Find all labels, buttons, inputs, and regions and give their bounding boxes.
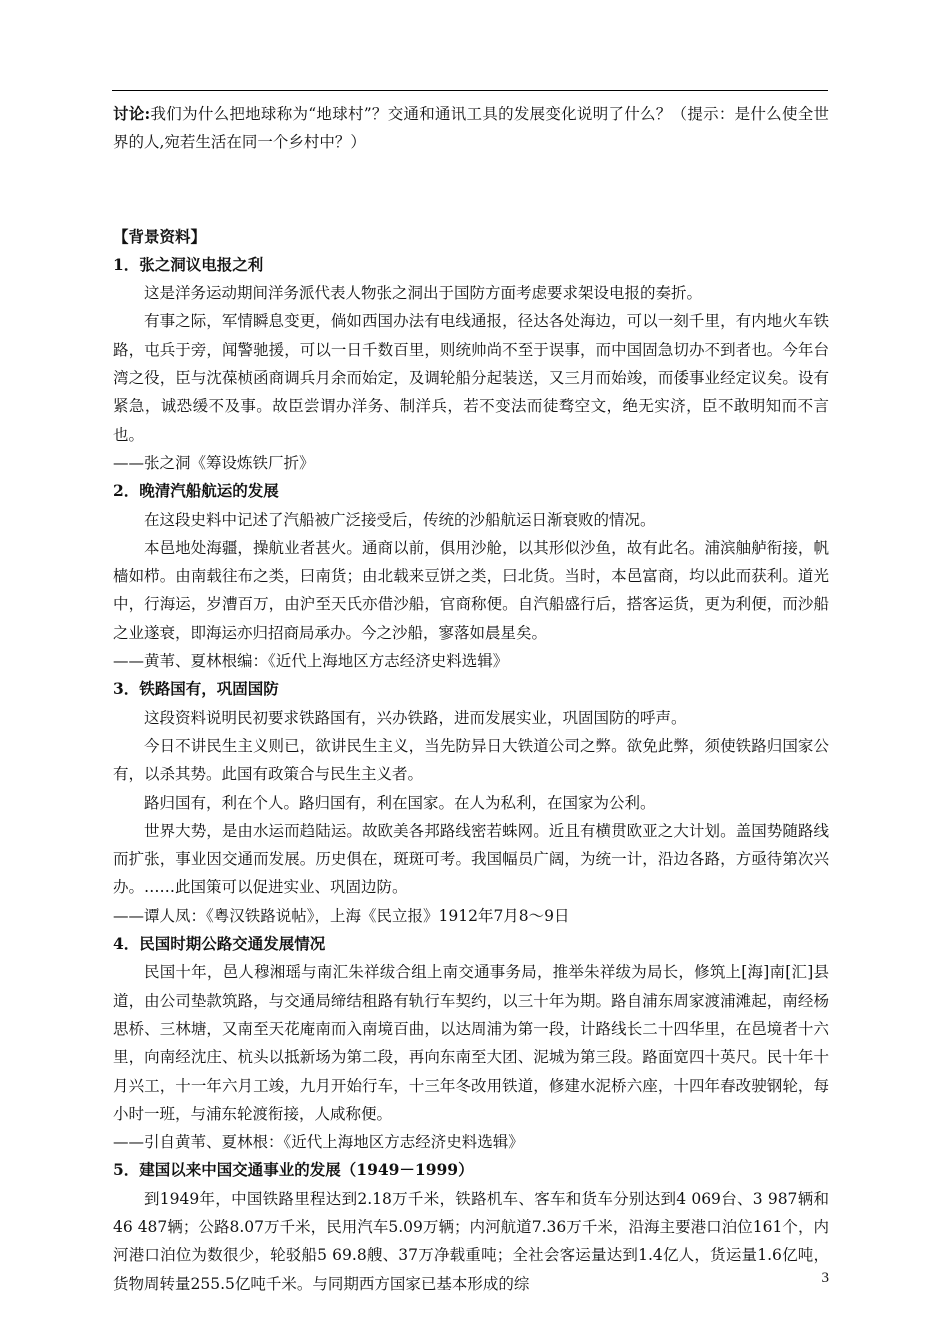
section-heading: 1．张之洞议电报之利 (113, 254, 264, 274)
section-paragraph: 有事之际，军情瞬息变更，倘如西国办法有电线通报，径达各处海边，可以一刻千里，有内地火车铁路，屯兵于旁，闻警驰援，可以一日千数百里，则统帅尚不至于误事，而中国固急切办不到者也。今年台湾之役，臣与沈葆桢函商调兵月余而始定，及调轮船分起装送，又三月而始竣，而倭事业经定议矣。设有紧急，诚恐缓不及事。故臣尝谓办洋务、制洋兵，若不变法而徒骛空文，绝无实济，臣不敢明知而不言也。 (113, 312, 829, 444)
section-paragraph: 路归国有，利在个人。路归国有，利在国家。在人为私利，在国家为公利。 (144, 793, 656, 812)
discussion-label: 讨论: (113, 104, 151, 123)
document-body (113, 100, 829, 1298)
section-paragraph: 在这段史料中记述了汽船被广泛接受后，传统的沙船航运日渐衰败的情况。 (144, 510, 656, 529)
section-heading: 4．民国时期公路交通发展情况 (113, 934, 326, 954)
section-source: ——黄苇、夏林根编：《近代上海地区方志经济史料选辑》 (113, 652, 509, 671)
section-paragraph: 民国十年，邑人穆湘瑶与南汇朱祥绂合组上南交通事务局，推举朱祥绂为局长，修筑上[海]南[汇]县道，由公司垫款筑路，与交通局缔结租路有轨行车契约，以三十年为期。路自浦东周家渡浦滩起，南经杨思桥、三林塘，又南至天花庵南而入南境百曲，以达周浦为第一段，计路线长二十四华里，在邑境者十六里，向南经沈庄、杭头以抵新场为第二段，再向东南至大团、泥城为第三段。路面宽四十英尺。民十年十月兴工，十一年六月工竣，九月开始行车，十三年冬改用铁道，修建水泥桥六座，十四年春改驶钢轮，每小时一班，与浦东轮渡衔接，人咸称便。 (113, 963, 829, 1123)
discussion-text: 我们为什么把地球称为“地球村”？交通和通讯工具的发展变化说明了什么？（提示：是什么使全世界的人,宛若生活在同一个乡村中？） (113, 105, 829, 152)
background-title: 【背景资料】 (113, 226, 207, 246)
header-rule (112, 90, 828, 91)
section-heading: 2．晚清汽船航运的发展 (113, 481, 279, 501)
section-paragraph: 今日不讲民生主义则已，欲讲民生主义，当先防异日大铁道公司之弊。欲免此弊，须使铁路归国家公有，以杀其势。此国有政策合与民生主义者。 (113, 736, 829, 784)
section-paragraph: 本邑地处海疆，操航业者甚火。通商以前，俱用沙舱，以其形似沙鱼，故有此名。浦滨舳舻衔接，帆樯如栉。由南载往布之类，曰南货；由北载来豆饼之类，曰北货。当时，本邑富商，均以此而获利。道光中，行海运，岁漕百万，由沪至天氏亦借沙船，官商称便。自汽船盛行后，搭客运货，更为利便，而沙船之业遂衰，即海运亦归招商局承办。今之沙船，寥落如晨星矣。 (113, 538, 829, 642)
section-heading: 5．建国以来中国交通事业的发展（1949－1999） (113, 1160, 474, 1180)
section-source: ——张之洞《筹设炼铁厂折》 (113, 453, 315, 472)
section-source: ——引自黄苇、夏林根：《近代上海地区方志经济史料选辑》 (113, 1133, 524, 1152)
section-paragraph: 这是洋务运动期间洋务派代表人物张之洞出于国防方面考虑要求架设电报的奏折。 (144, 284, 703, 303)
section-paragraph: 这段资料说明民初要求铁路国有，兴办铁路，进而发展实业，巩固国防的呼声。 (144, 708, 687, 727)
section-source: ——谭人凤：《粤汉铁路说帖》，上海《民立报》1912年7月8～9日 (113, 906, 570, 925)
discussion-paragraph (113, 100, 829, 157)
section-heading: 3．铁路国有，巩固国防 (113, 679, 279, 699)
page-number: 3 (821, 1270, 829, 1286)
section-paragraph: 世界大势，是由水运而趋陆运。故欧美各邦路线密若蛛网。近且有横贯欧亚之大计划。盖国势随路线而扩张，事业因交通而发展。历史俱在，斑斑可考。我国幅员广阔，为统一计，沿边各路，方亟待第次兴办。……此国策可以促进实业、巩固边防。 (113, 821, 829, 897)
section-paragraph: 到1949年，中国铁路里程达到2.18万千米，铁路机车、客车和货车分别达到4 069台、3 987辆和46 487辆；公路8.07万千米，民用汽车5.09万辆；内河航道7.36万千米，沿海主要港口泊位161个，内河港口泊位为数很少，轮驳船5 69.8艘、37万净载重吨；全社会客运量达到1.4亿人，货运量1.6亿吨，货物周转量255.5亿吨千米。与同期西方国家已基本形成的综 (113, 1189, 829, 1293)
